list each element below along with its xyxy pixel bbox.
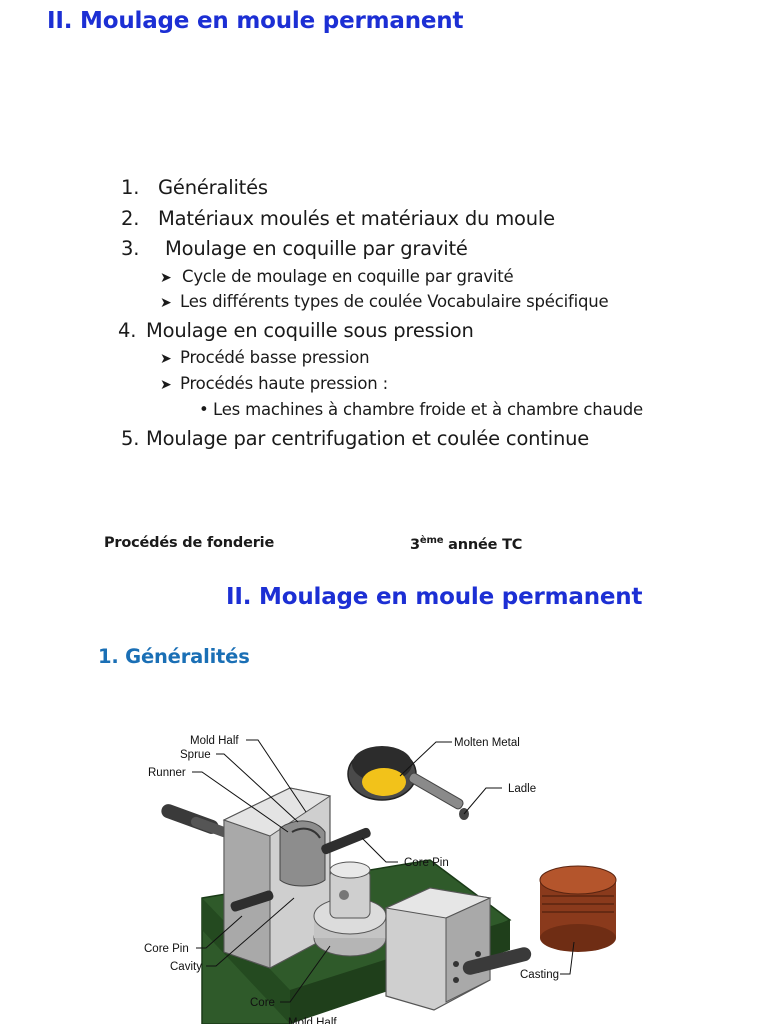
outline-num: 4.	[118, 319, 137, 342]
outline-item-2	[121, 207, 555, 230]
footer-course: Procédés de fonderie	[104, 535, 275, 551]
permanent-mold-illustration	[130, 720, 630, 1024]
label-mold-half: Mold Half	[190, 735, 239, 747]
label-casting: Casting	[520, 969, 559, 981]
slide1-title: II. Moulage en moule permanent	[47, 8, 464, 34]
outline-num: 2.	[121, 207, 140, 230]
label-molten-metal: Molten Metal	[454, 737, 520, 749]
arrow-bullet-icon: ➤	[160, 270, 172, 286]
casting	[540, 866, 616, 952]
section-heading: 1. Généralités	[98, 645, 250, 668]
mold-half-right	[386, 888, 490, 1010]
outline-item-5	[121, 427, 589, 450]
outline-num: 3.	[121, 237, 140, 260]
outline-item-4	[118, 319, 474, 342]
outline-item-3	[121, 237, 468, 260]
outline-item-1	[121, 176, 268, 199]
outline-bullet-item: • Les machines à chambre froide et à chambre chaude	[199, 400, 643, 419]
label-core-pin: Core Pin	[404, 857, 449, 869]
label-mold-half: Mold Half	[288, 1017, 337, 1024]
label-core-pin: Core Pin	[144, 943, 189, 955]
outline-text: Généralités	[158, 176, 268, 199]
outline-sub-item: ➤ Les différents types de coulée Vocabulaire spécifique	[160, 292, 609, 311]
outline-sub-item: ➤ Procédés haute pression :	[160, 374, 388, 393]
outline-text: Moulage en coquille par gravité	[165, 237, 468, 260]
outline-num: 1.	[121, 176, 140, 199]
outline-text: Moulage en coquille sous pression	[146, 319, 474, 342]
label-ladle: Ladle	[508, 783, 537, 795]
dot-bullet-icon: •	[199, 400, 209, 419]
guide-rod-left	[159, 802, 230, 838]
arrow-bullet-icon: ➤	[160, 351, 172, 367]
label-core: Core	[250, 997, 275, 1009]
outline-sub-item: ➤ Procédé basse pression	[160, 348, 370, 367]
label-runner: Runner	[148, 767, 186, 779]
label-sprue: Sprue	[180, 749, 211, 761]
ladle	[348, 746, 469, 820]
arrow-bullet-icon: ➤	[160, 295, 172, 311]
arrow-bullet-icon: ➤	[160, 377, 172, 393]
outline-num: 5.	[121, 427, 140, 450]
slide2-title: II. Moulage en moule permanent	[226, 584, 643, 610]
outline-text: Matériaux moulés et matériaux du moule	[158, 207, 555, 230]
label-cavity: Cavity	[170, 961, 202, 973]
outline-text: Moulage par centrifugation et coulée continue	[146, 427, 590, 450]
outline-sub-item: ➤ Cycle de moulage en coquille par gravité	[160, 267, 514, 286]
footer-year: 3ème année TC	[410, 535, 523, 553]
